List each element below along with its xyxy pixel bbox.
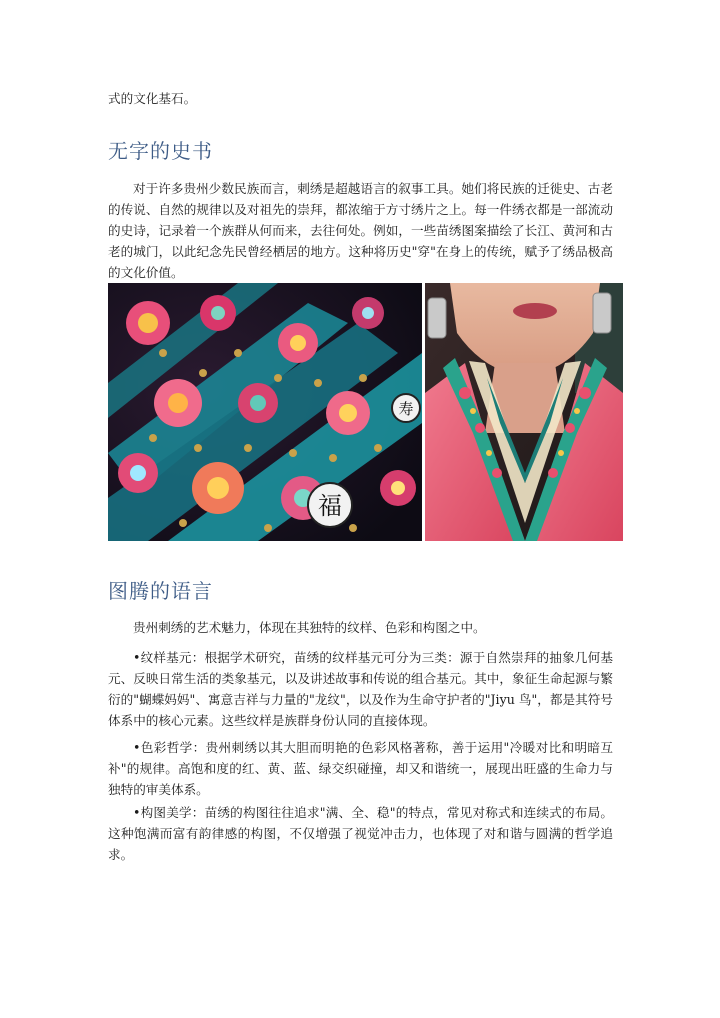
section-heading-history: 无字的史书: [108, 139, 213, 163]
bullet-pattern-elements: •纹样基元：根据学术研究，苗绣的纹样基元可分为三类：源于自然崇拜的抽象几何基元、反映日常生活的类象基元，以及讲述故事和传说的组合基元。其中，象征生命起源与繁衍的"蝴蝶妈妈"、寓意吉祥与力量的"龙纹"，以及作为生命守护者的"Jiyu 鸟"，都是其符号体系中的核心元素。这些纹样是族群身份认同的直接体现。: [108, 650, 613, 728]
embroidery-closeup-image: [108, 283, 422, 541]
bullet-composition-aesthetics: •构图美学：苗绣的构图往往追求"满、全、稳"的特点，常见对称式和连续式的布局。这种饱满而富有韵律感的构图，不仅增强了视觉冲击力，也体现了对和谐与圆满的哲学追求。: [108, 805, 613, 862]
embroidered-costume-image: [425, 283, 623, 541]
section-heading-totem: 图腾的语言: [108, 579, 213, 603]
totem-intro-paragraph: 贵州刺绣的艺术魅力，体现在其独特的纹样、色彩和构图之中。: [133, 620, 486, 635]
bullet-color-philosophy: •色彩哲学：贵州刺绣以其大胆而明艳的色彩风格著称，善于运用"冷暖对比和明暗互补"的规律。高饱和度的红、黄、蓝、绿交织碰撞，却又和谐统一，展现出旺盛的生命力与独特的审美体系。: [108, 740, 613, 797]
history-paragraph: 对于许多贵州少数民族而言，刺绣是超越语言的叙事工具。她们将民族的迁徙史、古老的传说、自然的规律以及对祖先的崇拜，都浓缩于方寸绣片之上。每一件绣衣都是一部流动的史诗，记录着一个族群从何而来，去往何处。例如，一些苗绣图案描绘了长江、黄河和古老的城门，以此纪念先民曾经栖居的地方。这种将历史"穿"在身上的传统，赋予了绣品极高的文化价值。: [108, 181, 613, 280]
embroidery-character-fu: 福: [318, 492, 342, 520]
top-text-fragment: 式的文化基石。: [108, 91, 197, 106]
embroidery-character-shou: 寿: [398, 400, 414, 418]
